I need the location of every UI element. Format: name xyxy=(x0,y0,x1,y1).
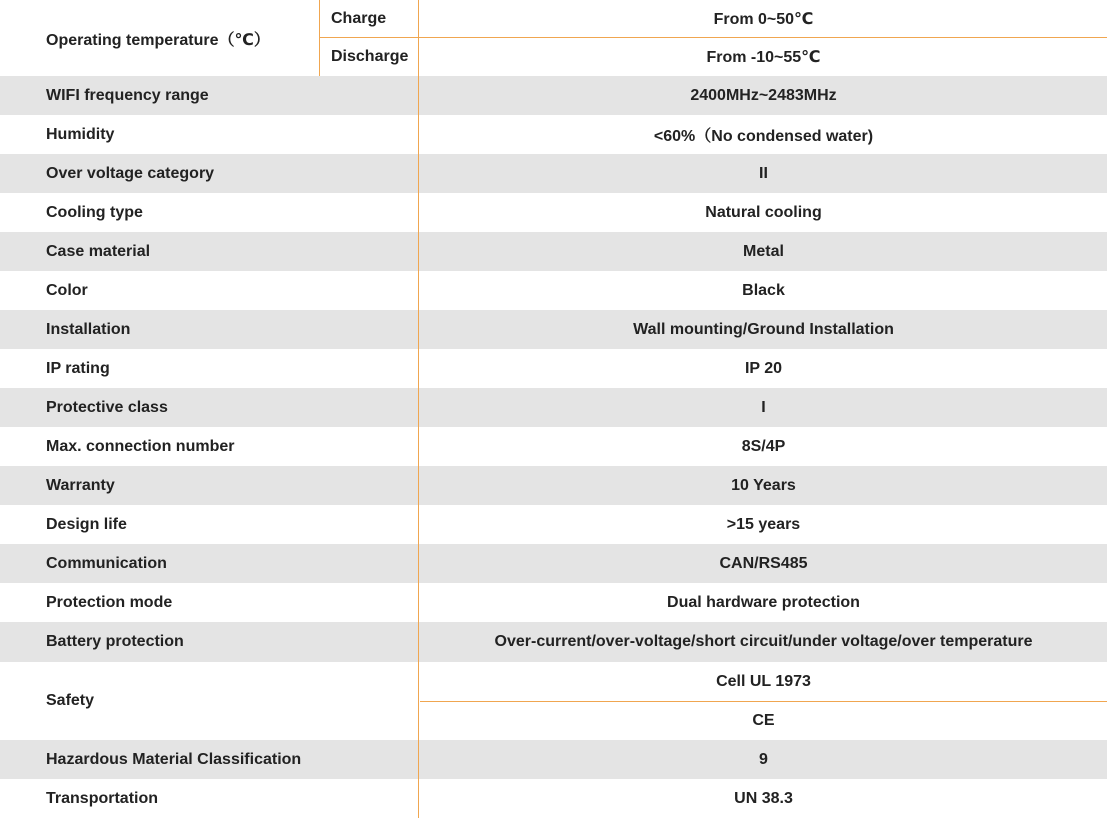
spec-row xyxy=(0,544,1107,583)
spec-label: Over voltage category xyxy=(46,164,215,182)
spec-label: Warranty xyxy=(46,476,115,494)
spec-value: <60%（No condensed water) xyxy=(653,128,874,145)
spec-value: 9 xyxy=(759,750,768,768)
operating-temperature-row xyxy=(0,0,1107,76)
spec-label: Design life xyxy=(46,515,127,533)
spec-value: UN 38.3 xyxy=(734,789,793,807)
safety-value-ce: CE xyxy=(752,711,775,729)
spec-value: I xyxy=(761,398,766,416)
operating-temperature-label: Operating temperature（℃） xyxy=(46,31,270,49)
column-separator xyxy=(418,0,419,818)
spec-label: Hazardous Material Classification xyxy=(46,750,302,768)
spec-label: Case material xyxy=(46,242,151,260)
spec-value: II xyxy=(759,164,768,182)
spec-row xyxy=(0,154,1107,193)
spec-value: Natural cooling xyxy=(705,203,822,221)
spec-value: IP 20 xyxy=(744,359,783,377)
spec-label: Communication xyxy=(46,554,167,572)
spec-label: Max. connection number xyxy=(46,437,235,455)
spec-row xyxy=(0,427,1107,466)
spec-row xyxy=(0,271,1107,310)
spec-value: Over-current/over-voltage/short circuit/under voltage/over temperature xyxy=(494,633,1033,650)
spec-label: Color xyxy=(46,281,88,299)
spec-value: >15 years xyxy=(726,515,801,533)
spec-row xyxy=(0,740,1107,779)
spec-label: Protective class xyxy=(46,398,168,416)
spec-row xyxy=(0,583,1107,622)
spec-label: Cooling type xyxy=(46,203,143,221)
spec-row xyxy=(0,622,1107,662)
spec-value: CAN/RS485 xyxy=(719,554,808,572)
charge-label: Charge xyxy=(331,9,387,27)
spec-label: Installation xyxy=(46,320,131,338)
sub-label-separator xyxy=(319,0,320,76)
spec-row xyxy=(0,505,1107,544)
spec-label: Protection mode xyxy=(46,593,173,611)
spec-row xyxy=(0,466,1107,505)
spec-label: IP rating xyxy=(46,359,110,377)
spec-value: Black xyxy=(742,281,785,299)
spec-row xyxy=(0,115,1107,154)
spec-row xyxy=(0,310,1107,349)
spec-value: Metal xyxy=(743,242,784,260)
spec-value: 8S/4P xyxy=(741,437,786,455)
spec-value: Dual hardware protection xyxy=(667,593,860,611)
safety-label: Safety xyxy=(46,692,95,709)
spec-row xyxy=(0,232,1107,271)
discharge-value: From -10~55℃ xyxy=(706,49,821,66)
spec-label: WIFI frequency range xyxy=(46,86,209,104)
spec-label: Transportation xyxy=(46,789,159,807)
spec-value: 2400MHz~2483MHz xyxy=(690,86,837,104)
safety-row xyxy=(0,662,1107,740)
spec-row xyxy=(0,779,1107,818)
spec-row xyxy=(0,388,1107,427)
charge-value: From 0~50℃ xyxy=(713,10,814,28)
spec-row xyxy=(0,349,1107,388)
spec-row xyxy=(0,193,1107,232)
spec-value: 10 Years xyxy=(731,476,796,494)
spec-label: Battery protection xyxy=(46,633,184,650)
spec-row xyxy=(0,76,1107,115)
spec-value: Wall mounting/Ground Installation xyxy=(633,320,894,338)
discharge-label: Discharge xyxy=(331,48,409,65)
spec-label: Humidity xyxy=(46,125,115,143)
safety-value-cell: Cell UL 1973 xyxy=(716,672,811,690)
